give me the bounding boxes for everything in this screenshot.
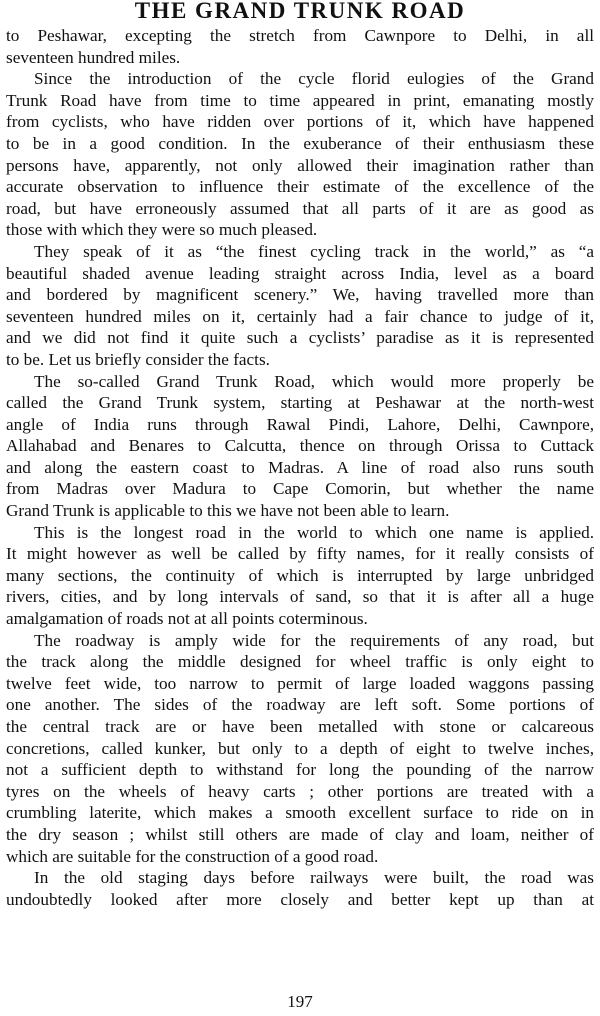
text-line: Trunk Road have from time to time appeared in print, emanating mostly bbox=[6, 90, 594, 110]
text-line: the track along the middle designed for wheel traffic is only eight to bbox=[6, 652, 594, 672]
paragraph bbox=[6, 867, 594, 910]
text-line: called the Grand Trunk system, starting at Peshawar at the north-west bbox=[6, 393, 594, 413]
text-line: many sections, the continuity of which is interrupted by large unbridged bbox=[6, 565, 594, 585]
text-line: the dry season ; whilst still others are made of clay and loam, neither of bbox=[6, 824, 594, 844]
text-line: This is the longest road in the world to which one name is applied. bbox=[34, 522, 594, 542]
paragraph bbox=[6, 68, 594, 241]
text-line: persons have, apparently, not only allowed their imagination rather than bbox=[6, 155, 594, 175]
text-line: The roadway is amply wide for the requirements of any road, but bbox=[34, 630, 594, 650]
text-line: twelve feet wide, too narrow to permit of large loaded waggons passing bbox=[6, 673, 594, 693]
page-number: 197 bbox=[287, 992, 313, 1011]
text-line: undoubtedly looked after more closely and better kept up than at bbox=[6, 889, 594, 909]
paragraph bbox=[6, 25, 594, 68]
text-line: Since the introduction of the cycle florid eulogies of the Grand bbox=[34, 69, 594, 89]
text-line: tyres on the wheels of heavy carts ; other portions are treated with a bbox=[6, 781, 594, 801]
text-line: road, but have erroneously assumed that all parts of it are as good as bbox=[6, 198, 594, 218]
text-line: Grand Trunk is applicable to this we have not been able to learn. bbox=[6, 501, 450, 521]
text-line: and bordered by magnificent scenery.” We, having travelled more than bbox=[6, 285, 594, 305]
text-line: rivers, cities, and by long intervals of sand, so that it is after all a huge bbox=[6, 587, 594, 607]
text-line: those with which they were so much pleased. bbox=[6, 220, 318, 240]
text-line: The so-called Grand Trunk Road, which would more properly be bbox=[34, 371, 594, 391]
text-line: the central track are or have been metalled with stone or calcareous bbox=[6, 717, 594, 736]
paragraph bbox=[6, 630, 594, 868]
text-line: amalgamation of roads not at all points coterminous. bbox=[6, 609, 368, 629]
text-line: which are suitable for the construction of a good road. bbox=[6, 846, 379, 866]
paragraph bbox=[6, 241, 594, 371]
text-line: It might however as well be called by fifty names, for it really consists of bbox=[6, 544, 594, 564]
text-line: beautiful shaded avenue leading straight across India, level as a board bbox=[6, 263, 594, 283]
text-line: angle of India runs through Rawal Pindi, Lahore, Delhi, Cawnpore, bbox=[6, 414, 594, 434]
text-line: to Peshawar, excepting the stretch from Cawnpore to Delhi, in all bbox=[6, 26, 594, 45]
paragraph bbox=[6, 371, 594, 522]
text-line: and along the eastern coast to Madras. A line of road also runs south bbox=[6, 457, 594, 477]
text-line: to be in a good condition. In the exuberance of their enthusiasm these bbox=[6, 133, 594, 153]
text-line: and we did not find it quite such a cyclists’ paradise as it is represented bbox=[6, 328, 594, 348]
text-line: In the old staging days before railways were built, the road was bbox=[34, 868, 594, 888]
text-line: not a sufficient depth to withstand for long the pounding of the narrow bbox=[6, 760, 594, 780]
body-text bbox=[6, 25, 594, 910]
text-line: seventeen hundred miles. bbox=[6, 47, 181, 67]
text-line: crumbling laterite, which makes a smooth excellent surface to ride on in bbox=[6, 803, 594, 823]
text-line: concretions, called kunker, but only to a depth of eight to twelve inches, bbox=[6, 738, 594, 758]
running-head: THE GRAND TRUNK ROAD bbox=[134, 0, 466, 23]
text-line: They speak of it as “the finest cycling track in the world,” as “a bbox=[34, 241, 594, 261]
text-line: to be. Let us briefly consider the facts. bbox=[6, 349, 270, 369]
text-line: one another. The sides of the roadway are left soft. Some portions of bbox=[6, 695, 594, 715]
text-line: seventeen hundred miles on it, certainly had a fair chance to judge of it, bbox=[6, 306, 594, 326]
text-line: from cyclists, who have ridden over portions of it, which have happened bbox=[6, 112, 594, 132]
text-line: from Madras over Madura to Cape Comorin, but whether the name bbox=[6, 479, 594, 499]
text-line: accurate observation to influence their estimate of the excellence of the bbox=[6, 177, 594, 197]
text-line: Allahabad and Benares to Calcutta, thence on through Orissa to Cuttack bbox=[6, 436, 594, 456]
paragraph bbox=[6, 522, 594, 630]
